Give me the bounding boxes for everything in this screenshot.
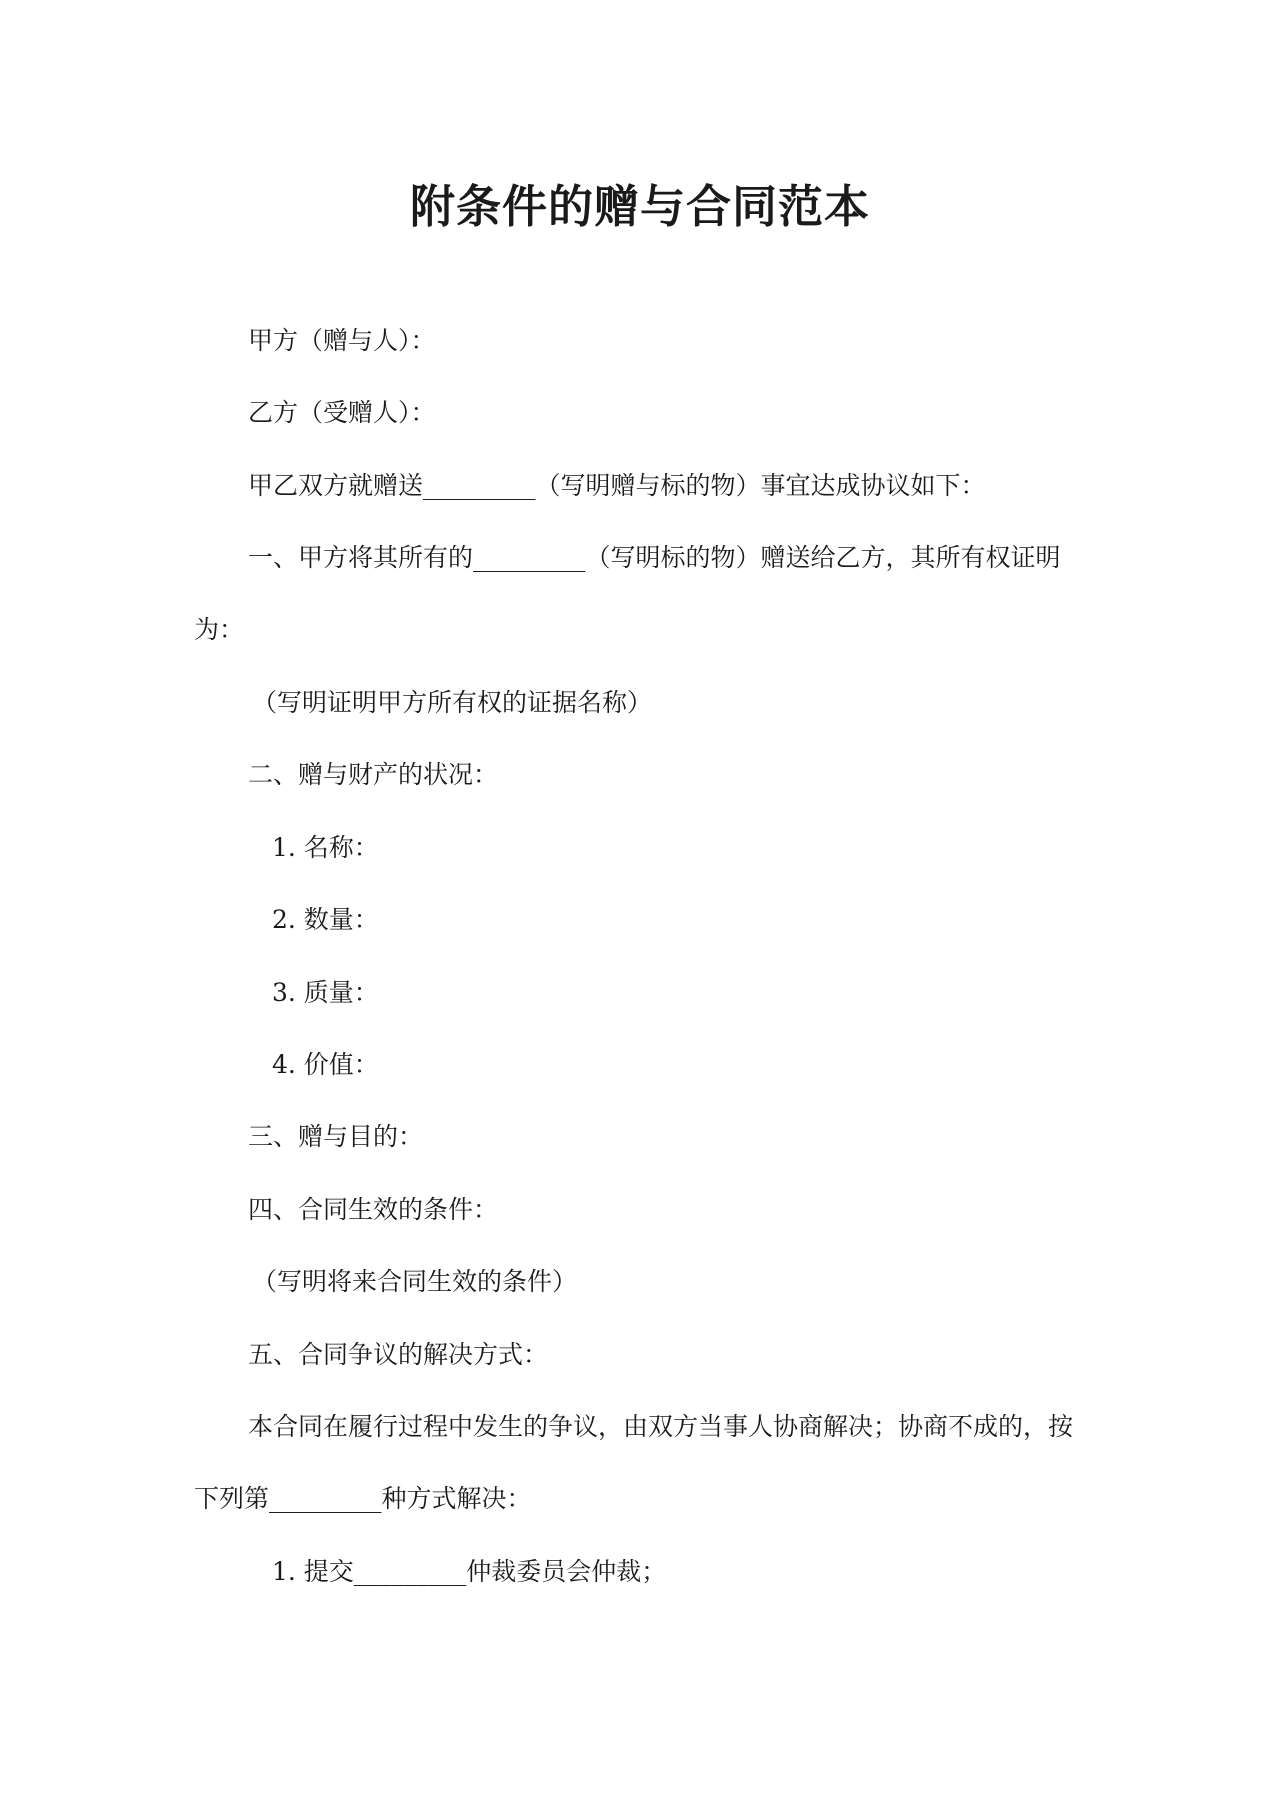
dispute-line-2: 下列第_________种方式解决： — [194, 1484, 532, 1513]
property-quantity-item: 2. 数量： — [272, 905, 379, 934]
document-title: 附条件的赠与合同范本 — [409, 180, 870, 233]
effective-condition-note: （写明将来合同生效的条件） — [252, 1267, 578, 1296]
clause-2-heading: 二、赠与财产的状况： — [248, 760, 499, 789]
clause-1-line-1: 一、甲方将其所有的_________（写明标的物）赠送给乙方，其所有权证明 — [248, 543, 1061, 572]
party-b-line: 乙方（受赠人）： — [248, 398, 436, 427]
property-quality-item: 3. 质量： — [272, 978, 379, 1007]
clause-3-heading: 三、赠与目的： — [248, 1122, 424, 1151]
agreement-intro: 甲乙双方就赠送_________（写明赠与标的物）事宜达成协议如下： — [248, 471, 986, 500]
party-a-line: 甲方（赠与人）： — [248, 326, 436, 355]
property-value-item: 4. 价值： — [272, 1050, 379, 1079]
dispute-line-1: 本合同在履行过程中发生的争议，由双方当事人协商解决；协商不成的，按 — [248, 1412, 1074, 1441]
property-name-item: 1. 名称： — [272, 833, 379, 862]
arbitration-item: 1. 提交_________仲裁委员会仲裁； — [272, 1557, 667, 1586]
clause-4-heading: 四、合同生效的条件： — [248, 1195, 499, 1224]
clause-1-line-2: 为： — [194, 615, 245, 644]
ownership-proof-note: （写明证明甲方所有权的证据名称） — [252, 688, 653, 717]
clause-5-heading: 五、合同争议的解决方式： — [248, 1340, 549, 1369]
